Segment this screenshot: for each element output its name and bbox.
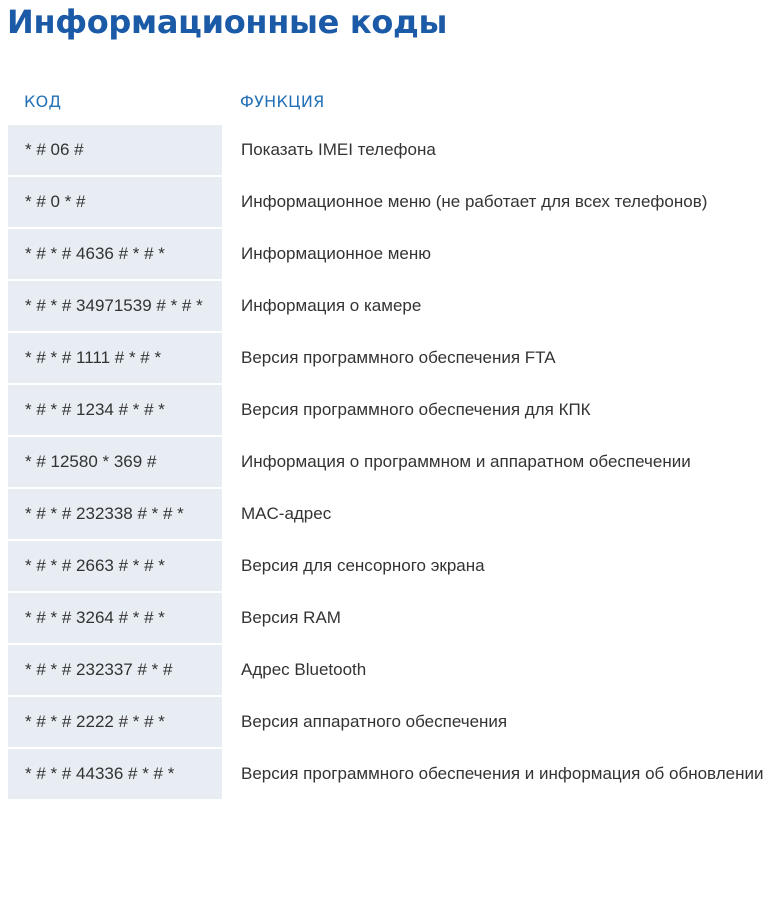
- function-cell: Информация о программном и аппаратном обеспечении: [222, 437, 776, 489]
- code-cell: * # * # 34971539 # * # *: [8, 281, 222, 333]
- code-cell: * # 12580 * 369 #: [8, 437, 222, 489]
- function-cell: Информационное меню: [222, 229, 776, 281]
- function-cell: Информационное меню (не работает для всех телефонов): [222, 177, 776, 229]
- table-row: [8, 333, 776, 385]
- code-cell: * # * # 1111 # * # *: [8, 333, 222, 385]
- code-cell: * # * # 3264 # * # *: [8, 593, 222, 645]
- code-cell: * # * # 232338 # * # *: [8, 489, 222, 541]
- table-row: [8, 645, 776, 697]
- page-title: Информационные коды: [7, 3, 448, 41]
- function-cell: Версия программного обеспечения и информация об обновлении: [222, 749, 776, 801]
- table-row: [8, 541, 776, 593]
- table-row: [8, 177, 776, 229]
- function-cell: Показать IMEI телефона: [222, 125, 776, 177]
- column-header-function: ФУНКЦИЯ: [240, 91, 325, 111]
- table-row: [8, 229, 776, 281]
- function-cell: Версия программного обеспечения FTA: [222, 333, 776, 385]
- code-cell: * # * # 44336 # * # *: [8, 749, 222, 801]
- code-cell: * # * # 232337 # * #: [8, 645, 222, 697]
- function-cell: Версия для сенсорного экрана: [222, 541, 776, 593]
- function-cell: Информация о камере: [222, 281, 776, 333]
- table-row: [8, 125, 776, 177]
- table-row: [8, 489, 776, 541]
- table-row: [8, 593, 776, 645]
- table-row: [8, 437, 776, 489]
- code-cell: * # * # 1234 # * # *: [8, 385, 222, 437]
- table-row: [8, 385, 776, 437]
- table-header-row: [8, 77, 776, 125]
- function-cell: Версия аппаратного обеспечения: [222, 697, 776, 749]
- function-cell: Адрес Bluetooth: [222, 645, 776, 697]
- info-codes-table: [8, 77, 776, 801]
- function-cell: MAC-адрес: [222, 489, 776, 541]
- function-cell: Версия программного обеспечения для КПК: [222, 385, 776, 437]
- table-row: [8, 749, 776, 801]
- code-cell: * # * # 2663 # * # *: [8, 541, 222, 593]
- code-cell: * # 0 * #: [8, 177, 222, 229]
- code-cell: * # 06 #: [8, 125, 222, 177]
- code-cell: * # * # 2222 # * # *: [8, 697, 222, 749]
- table-row: [8, 697, 776, 749]
- code-cell: * # * # 4636 # * # *: [8, 229, 222, 281]
- column-header-code: КОД: [24, 91, 62, 111]
- table-row: [8, 281, 776, 333]
- function-cell: Версия RAM: [222, 593, 776, 645]
